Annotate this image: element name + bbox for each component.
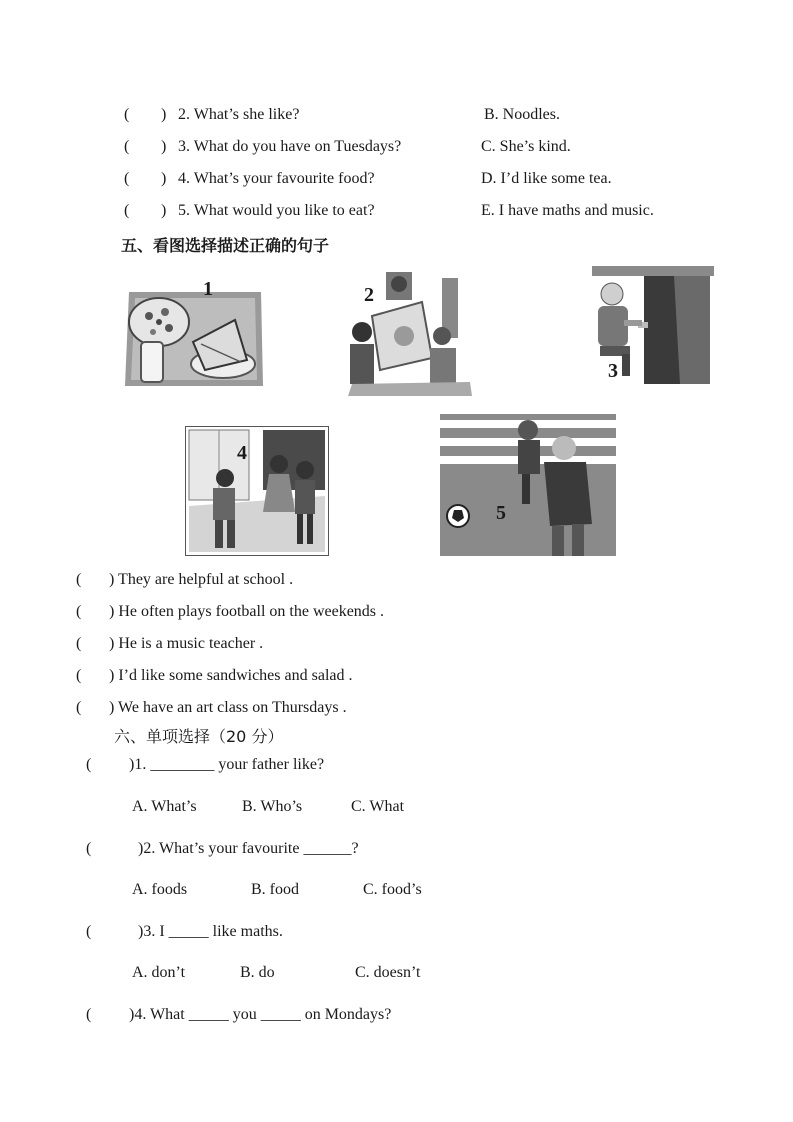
question-text: 3. What do you have on Tuesdays? [178,138,402,155]
picture-3-music-teacher [588,266,716,384]
picture-number: 5 [496,502,506,524]
answer-option: B. Noodles. [484,106,560,123]
answer-paren-open: ( [76,635,82,652]
question-stem: )2. What’s your favourite ______? [138,840,359,857]
answer-paren-close: ) [161,202,167,219]
answer-paren-open: ( [124,106,130,123]
option-b: B. do [240,964,275,981]
answer-option: E. I have maths and music. [481,202,654,219]
picture-4-helpful-children [185,426,329,556]
question-stem: )4. What _____ you _____ on Mondays? [129,1006,392,1023]
sentence-text: ) They are helpful at school . [109,571,294,588]
sentence-text: ) I’d like some sandwiches and salad . [109,667,353,684]
question-stem: )1. ________ your father like? [129,756,325,773]
sentence-text: ) He often plays football on the weekends . [109,603,385,620]
answer-paren-open: ( [86,840,92,857]
section-title: 六、单项选择（20 分） [114,727,284,746]
section-title: 五、看图选择描述正确的句子 [121,236,330,255]
question-text: 5. What would you like to eat? [178,202,375,219]
option-a: A. foods [132,881,188,898]
option-a: A. What’s [132,798,197,815]
answer-option: C. She’s kind. [481,138,571,155]
option-b: B. Who’s [242,798,303,815]
answer-paren-close: ) [161,106,167,123]
option-c: C. food’s [363,881,422,898]
picture-1-food-tray [123,274,265,390]
answer-paren-open: ( [124,170,130,187]
picture-2-art-class [346,266,474,396]
sentence-text: ) We have an art class on Thursdays . [109,699,347,716]
answer-paren-open: ( [124,202,130,219]
sentence-text: ) He is a music teacher . [109,635,264,652]
answer-paren-open: ( [76,699,82,716]
answer-paren-close: ) [161,170,167,187]
question-stem: )3. I _____ like maths. [138,923,283,940]
picture-number: 1 [203,278,213,300]
answer-paren-open: ( [86,1006,92,1023]
option-c: C. doesn’t [355,964,421,981]
answer-paren-open: ( [86,756,92,773]
answer-paren-open: ( [76,667,82,684]
question-text: 4. What’s your favourite food? [178,170,375,187]
answer-paren-open: ( [124,138,130,155]
answer-paren-close: ) [161,138,167,155]
option-c: C. What [351,798,405,815]
answer-paren-open: ( [76,571,82,588]
option-a: A. don’t [132,964,186,981]
picture-5-football [440,414,616,556]
option-b: B. food [251,881,299,898]
picture-number: 4 [237,442,247,464]
picture-number: 2 [364,284,374,306]
answer-option: D. I’d like some tea. [481,170,612,187]
answer-paren-open: ( [76,603,82,620]
picture-number: 3 [608,360,618,382]
answer-paren-open: ( [86,923,92,940]
question-text: 2. What’s she like? [178,106,300,123]
